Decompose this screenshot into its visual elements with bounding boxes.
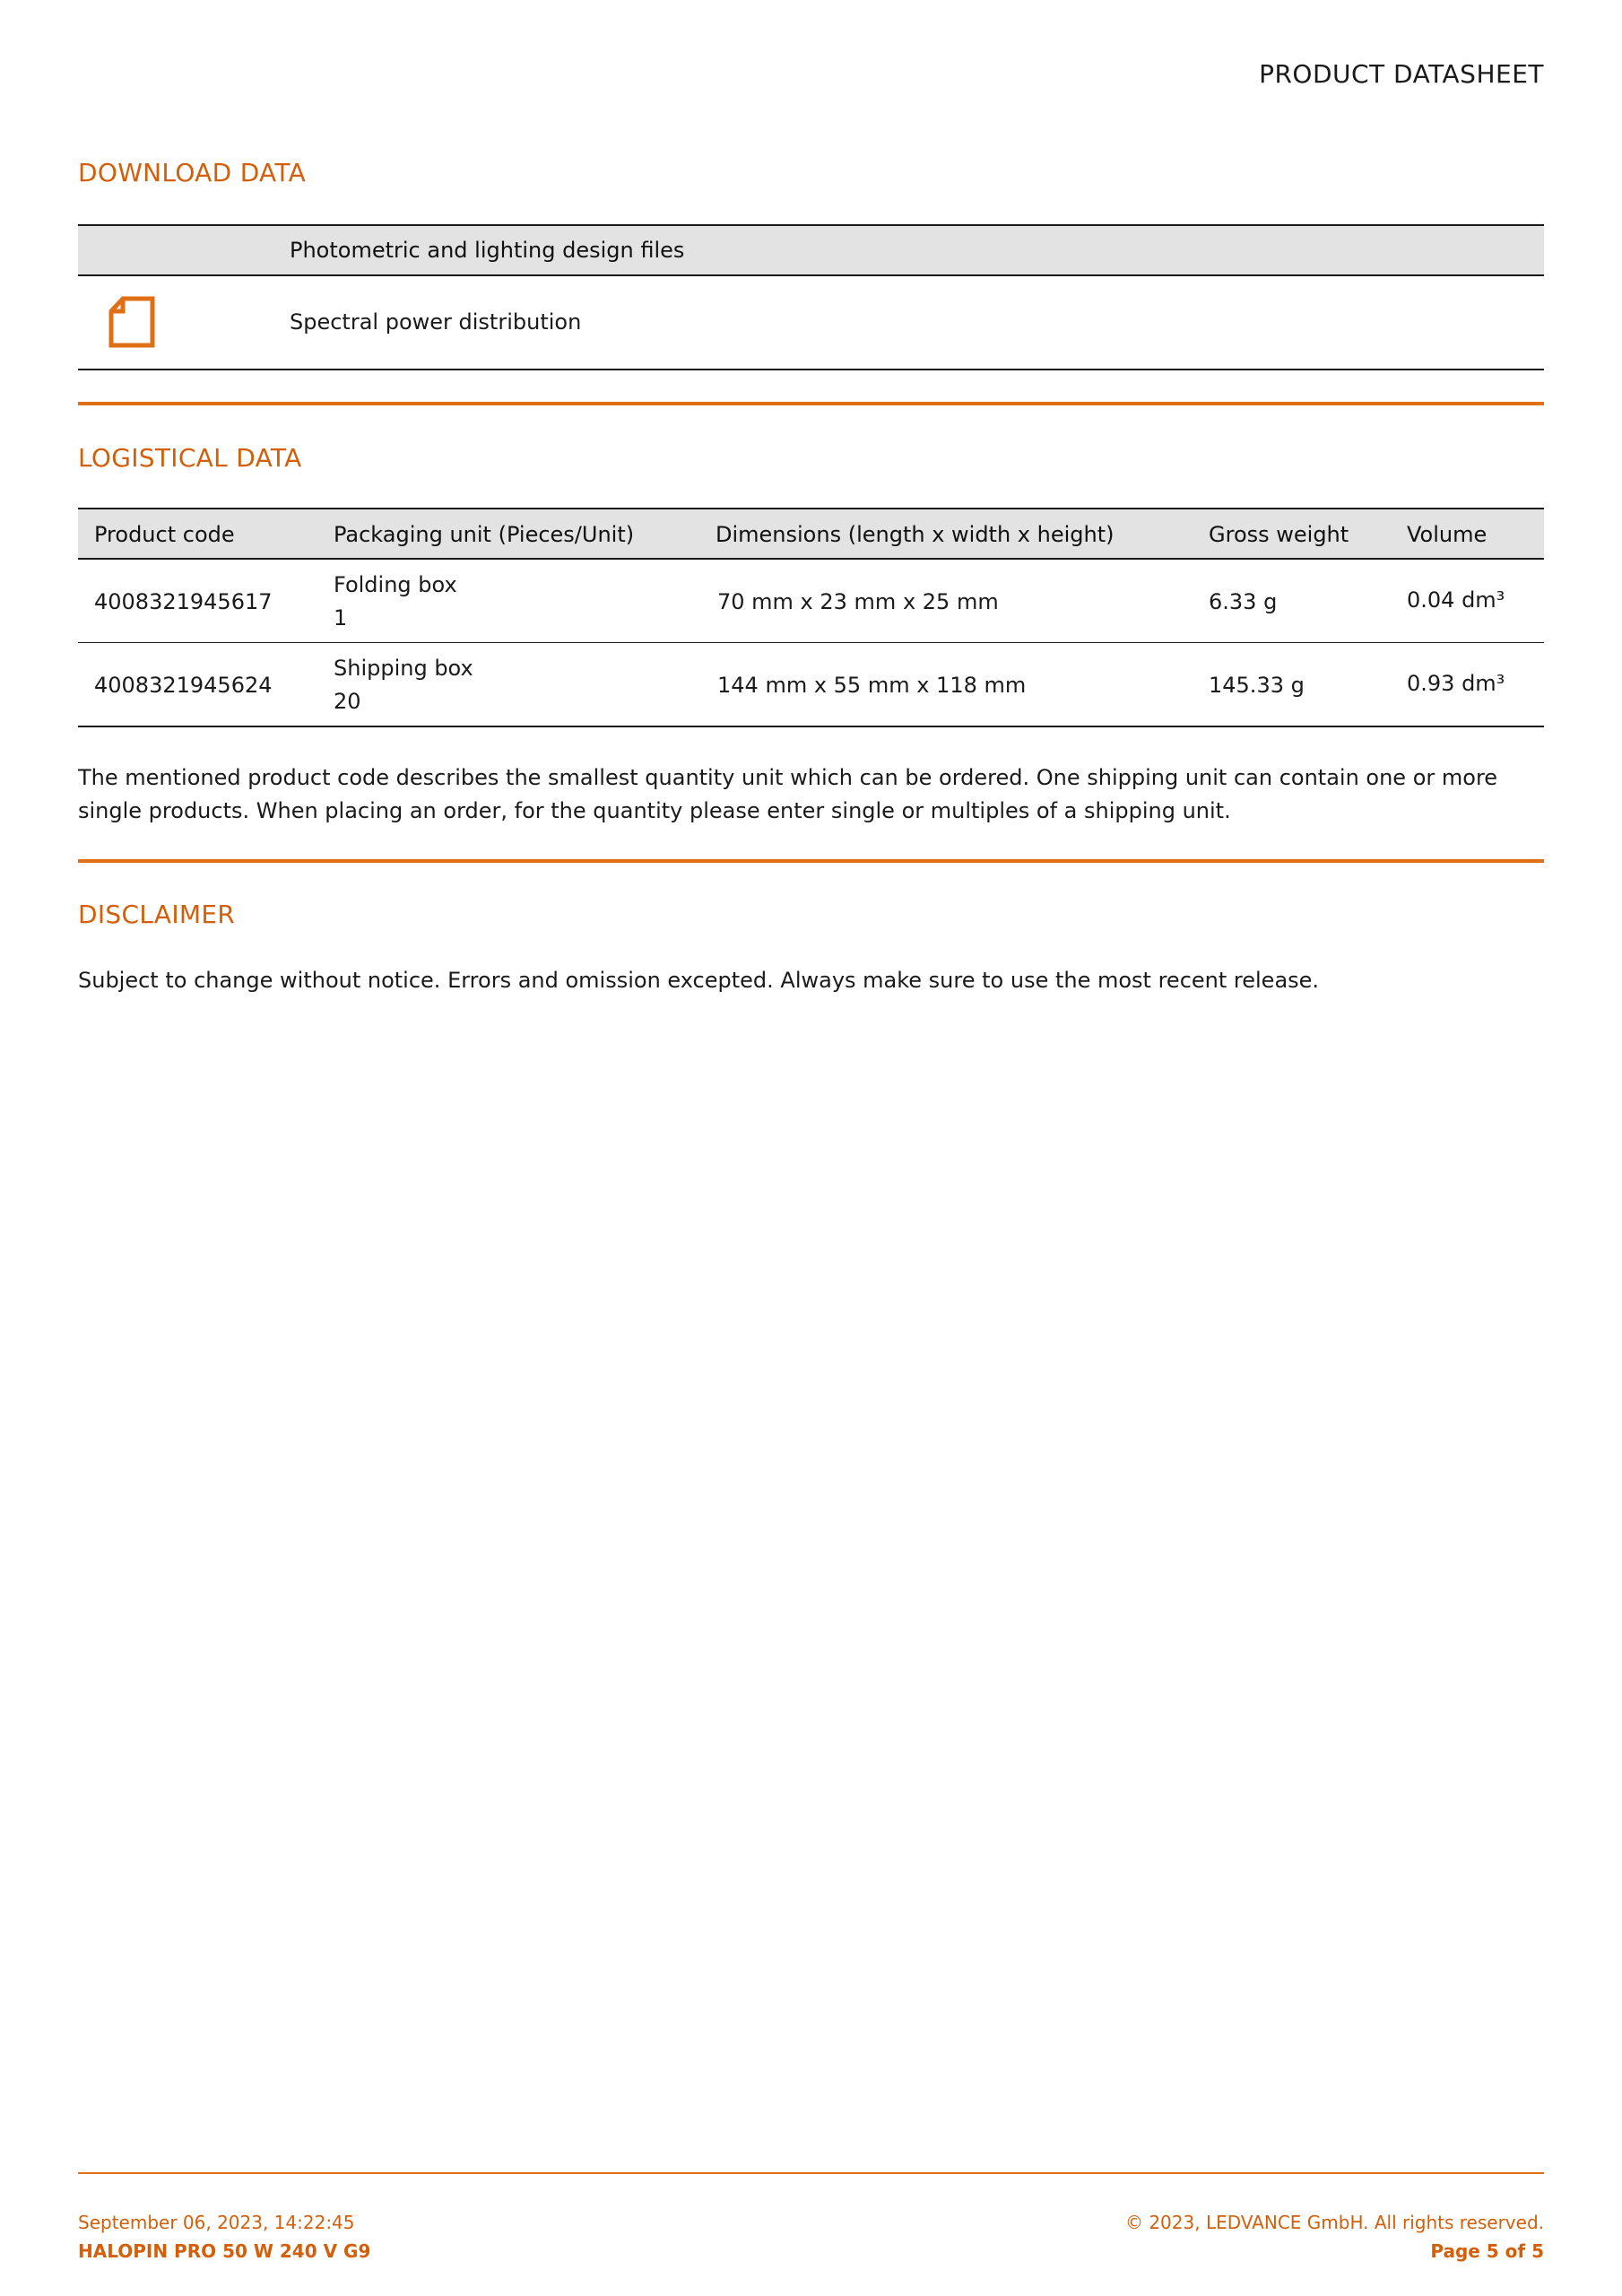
disclaimer-heading: DISCLAIMER: [78, 900, 236, 929]
column-header-gross-weight: Gross weight: [1209, 522, 1349, 547]
table-header-rule: [78, 274, 1544, 276]
disclaimer-text: Subject to change without notice. Errors and omission excepted. Always make sure to use the most recent release.: [78, 968, 1320, 993]
dimensions-cell: 144 mm x 55 mm x 118 mm: [717, 673, 1027, 698]
logistical-data-heading: LOGISTICAL DATA: [78, 443, 302, 473]
column-header-dimensions: Dimensions (length x width x height): [716, 522, 1115, 547]
section-divider: [78, 859, 1544, 863]
column-header-packaging-unit: Packaging unit (Pieces/Unit): [334, 522, 635, 547]
footer-date: September 06, 2023, 14:22:45: [78, 2212, 355, 2233]
product-code-cell: 4008321945617: [94, 589, 273, 614]
volume-cell: 0.93 dm³: [1407, 671, 1505, 696]
packaging-qty-cell: 1: [334, 605, 348, 631]
table-header-rule: [78, 558, 1544, 560]
gross-weight-cell: 6.33 g: [1209, 589, 1278, 614]
page-header-title: PRODUCT DATASHEET: [1259, 59, 1544, 89]
table-bottom-rule: [78, 726, 1544, 727]
packaging-type-cell: Folding box: [334, 572, 457, 597]
column-header-volume: Volume: [1407, 522, 1488, 547]
column-header-product-code: Product code: [94, 522, 235, 547]
footer-product-name: HALOPIN PRO 50 W 240 V G9: [78, 2240, 371, 2262]
volume-cell: 0.04 dm³: [1407, 587, 1505, 613]
row-rule: [78, 642, 1544, 643]
gross-weight-cell: 145.33 g: [1209, 673, 1305, 698]
download-column-header: Photometric and lighting design files: [290, 238, 685, 263]
section-divider: [78, 402, 1544, 405]
download-data-heading: DOWNLOAD DATA: [78, 158, 307, 187]
footer-rule: [78, 2172, 1544, 2174]
dimensions-cell: 70 mm x 23 mm x 25 mm: [717, 589, 999, 614]
table-bottom-rule: [78, 369, 1544, 370]
footer-page-number: Page 5 of 5: [1430, 2240, 1544, 2262]
packaging-qty-cell: 20: [334, 689, 361, 714]
logistical-note: The mentioned product code describes the smallest quantity unit which can be ordered. One shipping unit can contain one or more single products. When placing an order, for the quantity please enter single or multiples of a shipping unit.: [78, 765, 1498, 823]
download-file-link[interactable]: Spectral power distribution: [290, 309, 582, 335]
product-code-cell: 4008321945624: [94, 673, 273, 698]
document-icon[interactable]: [108, 296, 156, 348]
footer-copyright: © 2023, LEDVANCE GmbH. All rights reserved.: [1124, 2212, 1544, 2233]
packaging-type-cell: Shipping box: [334, 656, 473, 681]
